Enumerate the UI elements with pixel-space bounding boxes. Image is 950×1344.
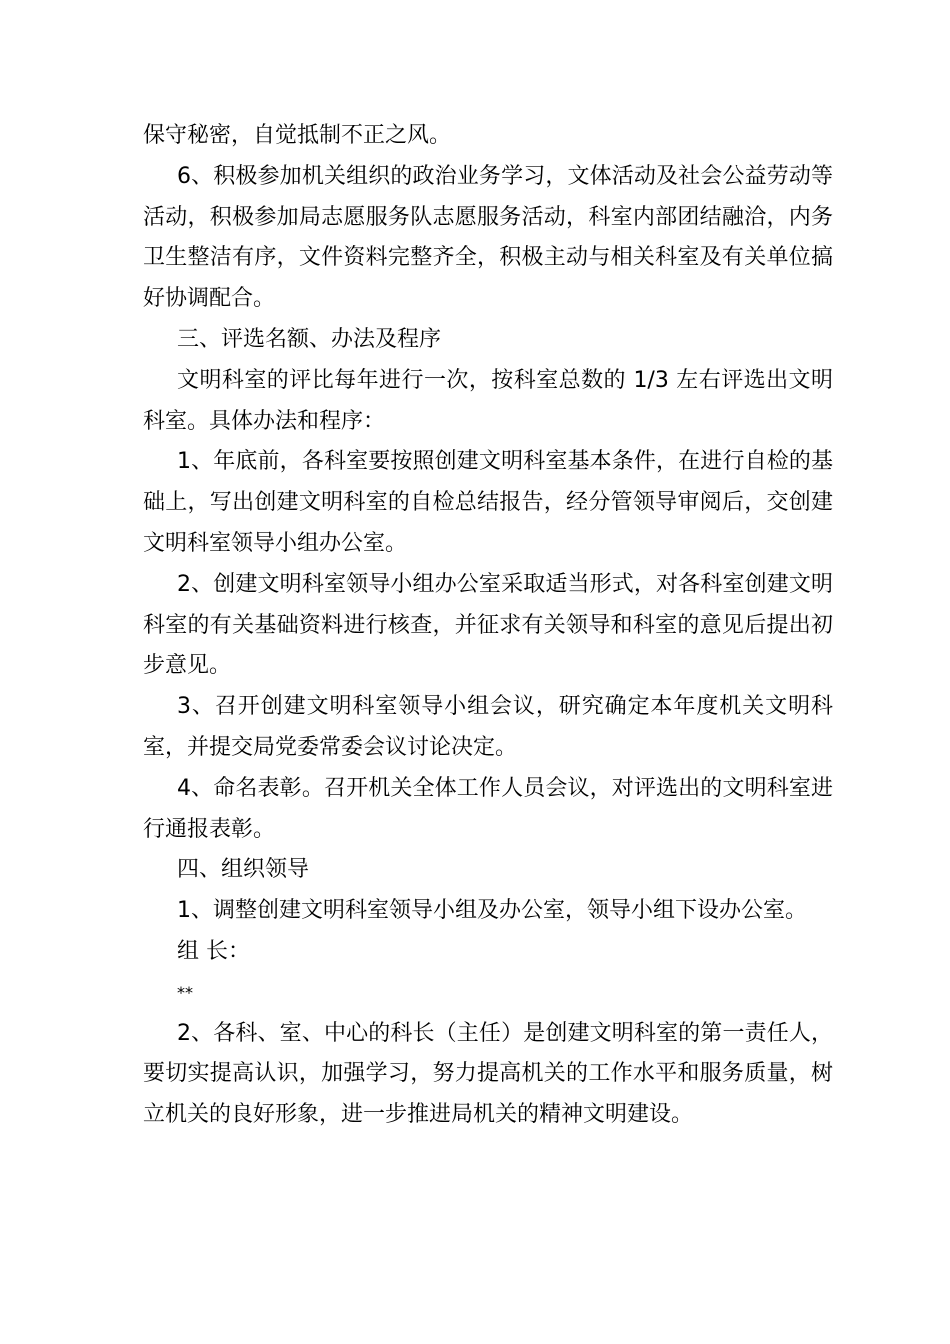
paragraph-selection-intro: 文明科室的评比每年进行一次，按科室总数的 1/3 左右评选出文明科室。具体办法和程序： — [143, 367, 833, 434]
document-body — [143, 116, 833, 1136]
paragraph-leadership-1: 1、调整创建文明科室领导小组及办公室，领导小组下设办公室。 — [177, 898, 807, 924]
paragraph-item-6-activities: 6、积极参加机关组织的政治业务学习，文体活动及社会公益劳动等活动，积极参加局志愿服务队志愿服务活动，科室内部团结融洽，内务卫生整洁有序，文件资料完整齐全，积极主动与相关科室及有关单位搞好协调配合。 — [143, 163, 833, 312]
paragraph-group-leader-name: ** — [177, 982, 193, 1002]
paragraph-step-1: 1、年底前，各科室要按照创建文明科室基本条件，在进行自检的基础上，写出创建文明科室的自检总结报告，经分管领导审阅后，交创建文明科室领导小组办公室。 — [143, 449, 833, 556]
section-heading-selection: 三、评选名额、办法及程序 — [177, 326, 442, 352]
paragraph-step-2: 2、创建文明科室领导小组办公室采取适当形式，对各科室创建文明科室的有关基础资料进行核查，并征求有关领导和科室的意见后提出初步意见。 — [143, 571, 833, 679]
paragraph-leadership-2: 2、各科、室、中心的科长（主任）是创建文明科室的第一责任人，要切实提高认识，加强学习，努力提高机关的工作水平和服务质量，树立机关的良好形象，进一步推进局机关的精神文明建设。 — [143, 1020, 833, 1128]
paragraph-group-leader-label: 组 长： — [177, 938, 250, 964]
paragraph-step-4: 4、命名表彰。召开机关全体工作人员会议，对评选出的文明科室进行通报表彰。 — [143, 775, 833, 842]
section-heading-leadership: 四、组织领导 — [177, 857, 310, 883]
paragraph-confidentiality: 保守秘密，自觉抵制不正之风。 — [143, 123, 452, 148]
paragraph-step-3: 3、召开创建文明科室领导小组会议，研究确定本年度机关文明科室，并提交局党委常委会议讨论决定。 — [143, 694, 833, 760]
